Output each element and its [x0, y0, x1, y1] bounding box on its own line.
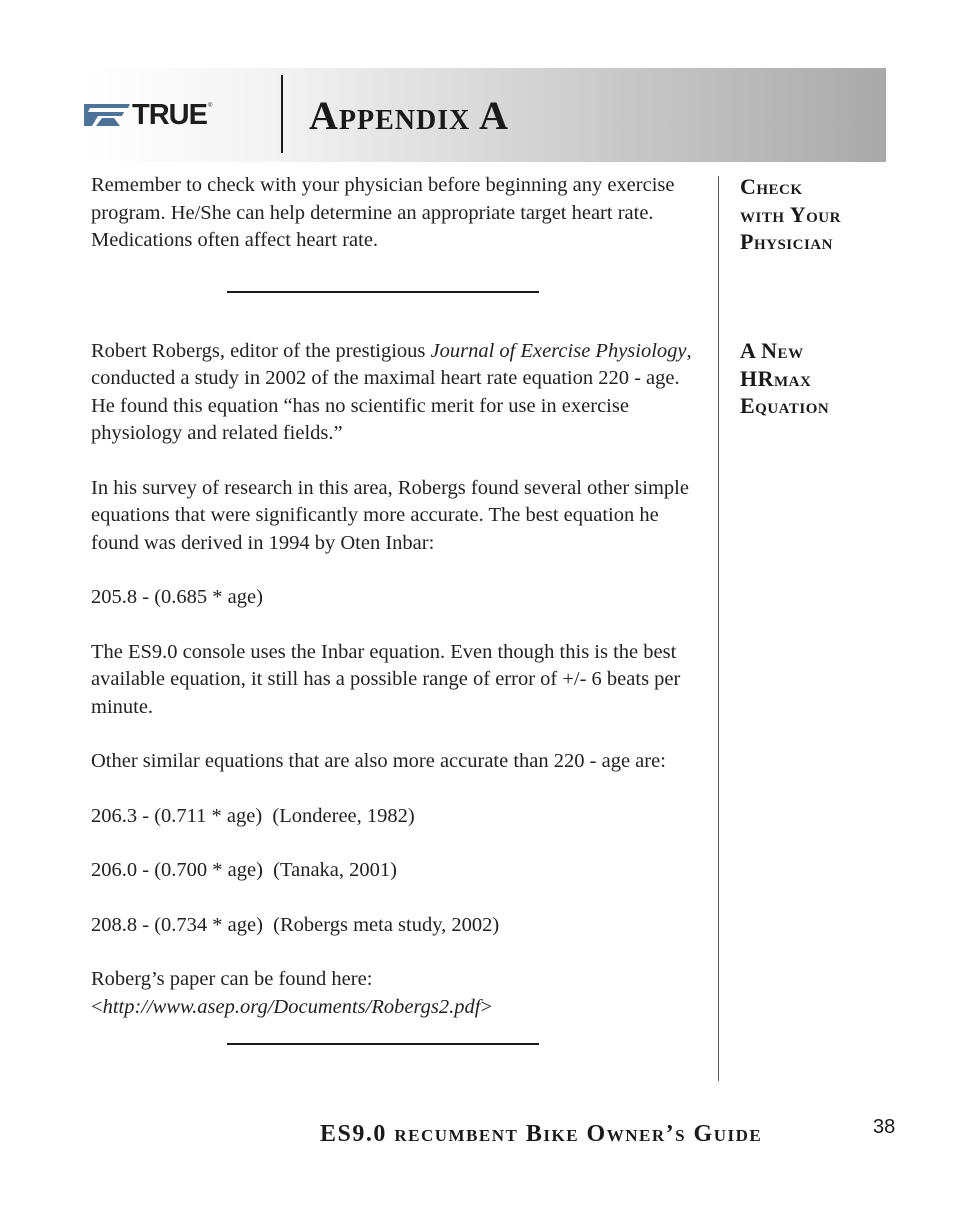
paper-url-link[interactable]: http://www.asep.org/Documents/Robergs2.pdf — [102, 995, 481, 1018]
header-divider — [281, 75, 283, 153]
console-paragraph: The ES9.0 console uses the Inbar equation. Even though this is the best available equation, it still has a possible range of error of +/- 6 beats per minute. — [91, 640, 681, 718]
robergs-meta-equation: 208.8 - (0.734 * age) (Robergs meta study, 2002) — [91, 913, 500, 936]
logo-wordmark: TRUE — [132, 99, 207, 131]
true-logo — [84, 99, 213, 131]
sidebar-heading-new-hrmax — [740, 337, 829, 420]
sidebar-heading-line: Check — [740, 174, 803, 199]
sidebar-heading-line: HRmax — [740, 365, 812, 391]
link-close-bracket: > — [480, 995, 493, 1018]
tanaka-equation: 206.0 - (0.700 * age) (Tanaka, 2001) — [91, 859, 397, 881]
page-number: 38 — [873, 1116, 896, 1138]
londeree-equation: 206.3 - (0.711 * age) (Londeree, 1982) — [91, 804, 415, 827]
sidebar-heading-line: Equation — [740, 393, 830, 418]
sidebar-divider — [718, 176, 719, 1081]
true-logo-mark-icon — [84, 104, 130, 126]
robergs-intro-text: Robert Robergs, editor of the prestigious — [91, 339, 431, 362]
physician-paragraph: Remember to check with your physician before beginning any exercise program. He/She can help determine an appropriate target heart rate. Medications often affect heart rate. — [91, 174, 675, 251]
section-rule-bottom — [227, 1043, 539, 1045]
paper-intro: Roberg’s paper can be found here: — [91, 968, 373, 990]
survey-paragraph: In his survey of research in this area, Robergs found several other simple equations that were significantly more accurate. The best equation he found was derived in 1994 by Oten Inbar: — [91, 476, 689, 554]
sidebar-heading-check-physician — [740, 173, 841, 256]
inbar-equation: 205.8 - (0.685 * age) — [91, 586, 263, 608]
other-equations-paragraph: Other similar equations that are also more accurate than 220 - age are: — [91, 750, 666, 772]
page-title: Appendix A — [309, 93, 510, 138]
sidebar-heading-line: A New — [740, 338, 804, 363]
sidebar-heading-line: Physician — [740, 229, 833, 254]
robergs-study-paragraph — [91, 338, 703, 448]
main-content — [91, 172, 703, 1045]
journal-title: Journal of Exercise Physiology — [430, 339, 687, 362]
robergs-study-text: , conducted a study in 2002 of the maximal heart rate equation 220 - age. He found this equation “has no scientific merit for use in exercise physiology and related fields.” — [91, 339, 692, 444]
link-open-bracket: < — [91, 995, 103, 1018]
paper-link-line — [91, 994, 703, 1022]
registered-mark: ® — [207, 103, 213, 109]
sidebar-heading-line: with Your — [740, 201, 841, 227]
page-header — [84, 68, 886, 162]
footer-guide-title: ES9.0 recumbent Bike Owner’s Guide — [320, 1121, 763, 1147]
